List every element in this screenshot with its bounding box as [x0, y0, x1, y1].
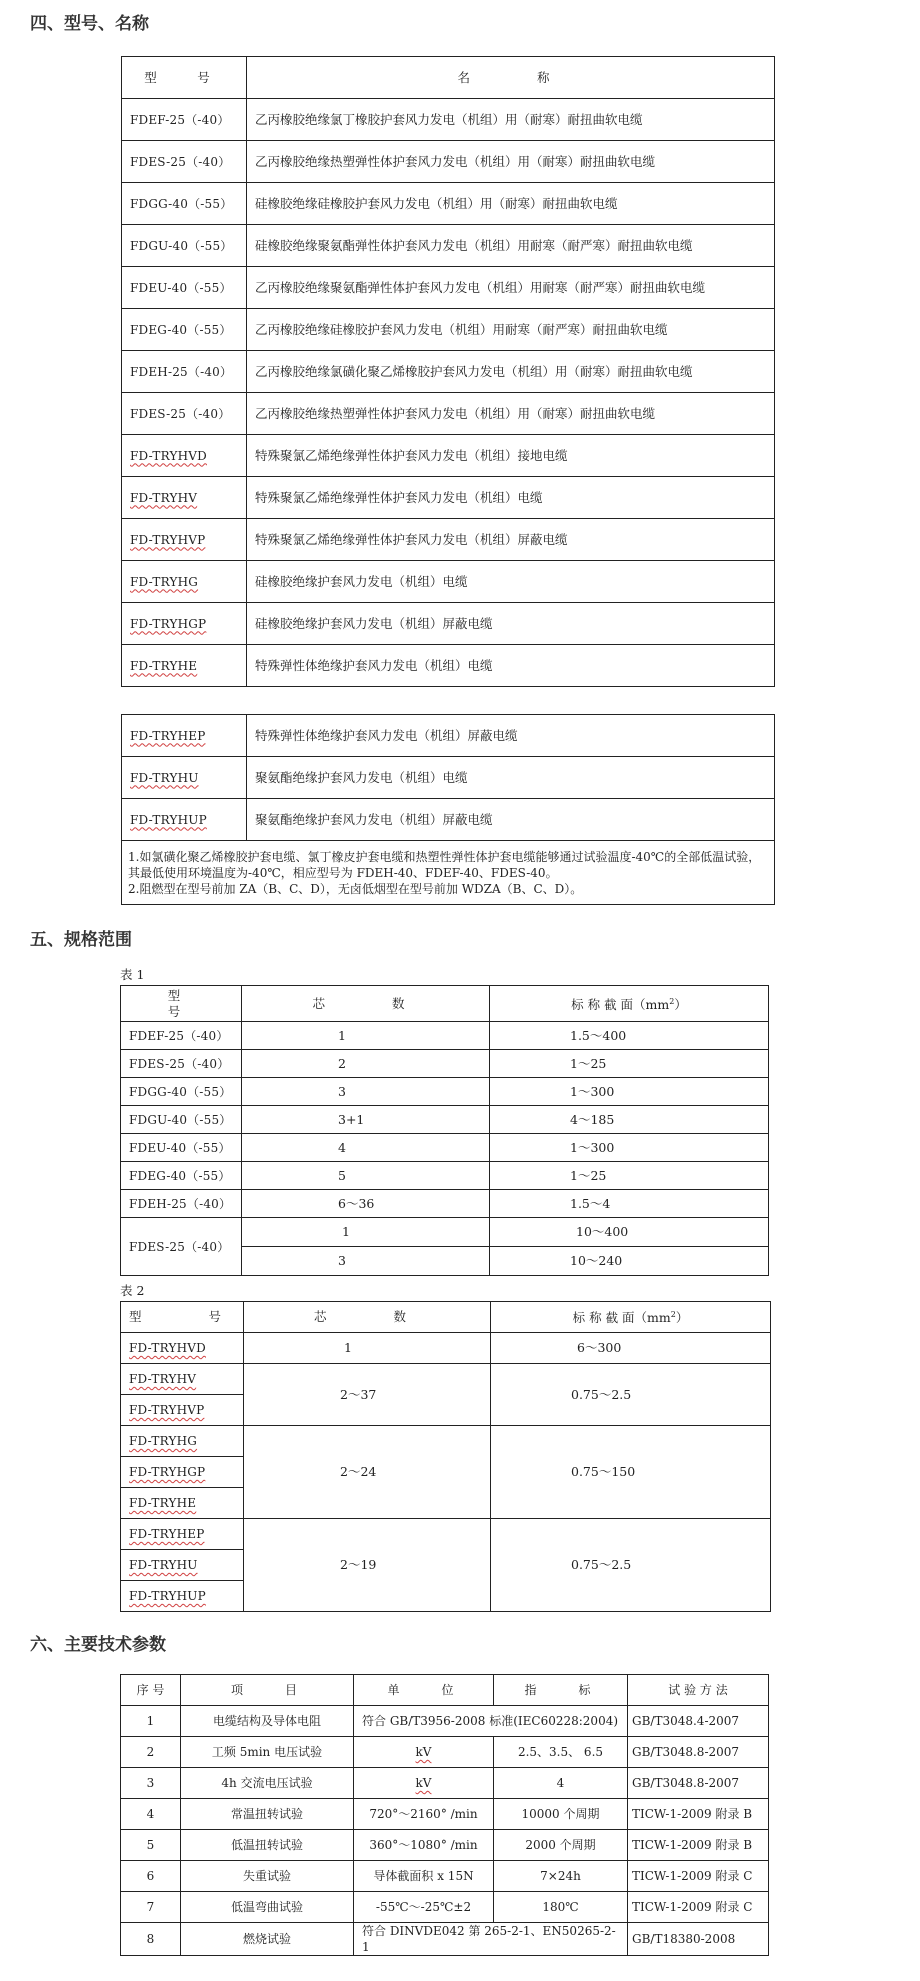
row-item: 低温扭转试验	[181, 1830, 354, 1861]
cores-cell: 3	[242, 1078, 490, 1106]
header-name: 名 称	[247, 57, 775, 99]
model-code: FD-TRYHGP	[121, 1457, 244, 1488]
model-name: 特殊聚氯乙烯绝缘弹性体护套风力发电（机组）电缆	[247, 477, 775, 519]
table-row	[122, 519, 775, 561]
cores-cell: 3	[242, 1247, 490, 1276]
row-method: GB/T3048.4-2007	[628, 1706, 769, 1737]
model-code: FDES-25（-40）	[122, 393, 247, 435]
spec-table-1	[120, 985, 769, 1276]
row-value: 2.5、3.5、 6.5	[494, 1737, 628, 1768]
cores-cell: 1	[242, 1218, 490, 1247]
model-name: 硅橡胶绝缘护套风力发电（机组）电缆	[247, 561, 775, 603]
model-code: FDEU-40（-55）	[122, 267, 247, 309]
table1-label: 表 1	[120, 967, 145, 982]
section-cell: 1～300	[490, 1134, 769, 1162]
row-no: 8	[121, 1923, 181, 1956]
params-table	[120, 1674, 769, 1956]
row-no: 1	[121, 1706, 181, 1737]
model-code: FD-TRYHV	[121, 1364, 244, 1395]
table-header-row	[121, 1302, 771, 1333]
row-value: 7×24h	[494, 1861, 628, 1892]
header-section-text: 标 称 截 面（mm	[572, 1310, 671, 1326]
row-no: 7	[121, 1892, 181, 1923]
row-unit: kV	[354, 1737, 494, 1768]
header-section	[490, 986, 769, 1022]
section-cell: 4～185	[490, 1106, 769, 1134]
header-cores: 芯 数	[244, 1302, 491, 1333]
model-code: FD-TRYHE	[122, 645, 247, 687]
table-header-row	[122, 57, 775, 99]
table-row	[121, 1923, 769, 1956]
row-value: 2000 个周期	[494, 1830, 628, 1861]
header-cores: 芯 数	[242, 986, 490, 1022]
table-row	[121, 1706, 769, 1737]
note-1: 1.如氯磺化聚乙烯橡胶护套电缆、氯丁橡皮护套电缆和热塑性弹性体护套电缆能够通过试验温度-40℃的全部低温试验，其最低使用环境温度为-40℃，相应型号为 FDEH-40、FDEF-40、FDES-40。	[128, 849, 761, 880]
section-cell: 1～25	[490, 1162, 769, 1190]
row-value: 180℃	[494, 1892, 628, 1923]
section-cell: 10～240	[490, 1247, 769, 1276]
table-row	[121, 1078, 769, 1106]
table-row	[122, 477, 775, 519]
table-header-row	[121, 986, 769, 1022]
header-model: 型 号	[122, 57, 247, 99]
section-title-specs: 五、规格范围	[30, 930, 132, 950]
cores-cell: 2～24	[244, 1426, 491, 1519]
header-section-sup: 2	[670, 1310, 676, 1320]
header-method: 试 验 方 法	[628, 1675, 769, 1706]
header-item: 项 目	[181, 1675, 354, 1706]
table-row	[121, 1737, 769, 1768]
model-code: FD-TRYHEP	[122, 715, 247, 757]
model-code: FDEF-25（-40）	[122, 99, 247, 141]
header-no: 序 号	[121, 1675, 181, 1706]
table-row	[122, 183, 775, 225]
model-name: 聚氨酯绝缘护套风力发电（机组）电缆	[247, 757, 775, 799]
model-name: 乙丙橡胶绝缘硅橡胶护套风力发电（机组）用耐寒（耐严寒）耐扭曲软电缆	[247, 309, 775, 351]
table-row	[122, 225, 775, 267]
table-header-row	[121, 1675, 769, 1706]
table-row	[121, 1892, 769, 1923]
row-value: 4	[494, 1768, 628, 1799]
model-code: FDES-25（-40）	[121, 1050, 242, 1078]
cores-cell: 1	[244, 1333, 491, 1364]
model-name: 乙丙橡胶绝缘热塑弹性体护套风力发电（机组）用（耐寒）耐扭曲软电缆	[247, 393, 775, 435]
model-code: FD-TRYHEP	[121, 1519, 244, 1550]
model-code: FDGG-40（-55）	[122, 183, 247, 225]
section-cell: 1～25	[490, 1050, 769, 1078]
row-method: GB/T3048.8-2007	[628, 1737, 769, 1768]
table-row	[121, 1830, 769, 1861]
row-item: 低温弯曲试验	[181, 1892, 354, 1923]
table-row	[121, 1519, 771, 1550]
row-item: 电缆结构及导体电阻	[181, 1706, 354, 1737]
header-section-sup: 2	[669, 996, 675, 1006]
row-method: TICW-1-2009 附录 C	[628, 1892, 769, 1923]
cores-cell: 2	[242, 1050, 490, 1078]
table-row	[121, 1426, 771, 1457]
model-code: FDEG-40（-55）	[122, 309, 247, 351]
model-name: 乙丙橡胶绝缘氯丁橡胶护套风力发电（机组）用（耐寒）耐扭曲软电缆	[247, 99, 775, 141]
cores-cell: 6～36	[242, 1190, 490, 1218]
header-model: 型 号	[121, 1302, 244, 1333]
table-row	[122, 603, 775, 645]
section-cell: 0.75～2.5	[491, 1519, 771, 1612]
section-cell: 1.5～4	[490, 1190, 769, 1218]
notes-cell	[122, 841, 775, 905]
table-row	[121, 1861, 769, 1892]
row-method: TICW-1-2009 附录 B	[628, 1799, 769, 1830]
row-method: TICW-1-2009 附录 B	[628, 1830, 769, 1861]
model-code: FDEF-25（-40）	[121, 1022, 242, 1050]
row-method: GB/T3048.8-2007	[628, 1768, 769, 1799]
model-code: FD-TRYHG	[122, 561, 247, 603]
row-no: 6	[121, 1861, 181, 1892]
section-title-params: 六、主要技术参数	[30, 1635, 166, 1655]
model-code: FD-TRYHVD	[122, 435, 247, 477]
model-code: FD-TRYHV	[122, 477, 247, 519]
table2-label: 表 2	[120, 1283, 145, 1298]
row-item: 燃烧试验	[181, 1923, 354, 1956]
row-no: 3	[121, 1768, 181, 1799]
row-no: 5	[121, 1830, 181, 1861]
table-row	[122, 393, 775, 435]
header-unit: 单 位	[354, 1675, 494, 1706]
model-code: FDGU-40（-55）	[121, 1106, 242, 1134]
row-item: 工频 5min 电压试验	[181, 1737, 354, 1768]
row-unit: -55℃～-25℃±2	[354, 1892, 494, 1923]
table-row	[121, 1022, 769, 1050]
section-cell: 6～300	[491, 1333, 771, 1364]
table-row	[121, 1134, 769, 1162]
table-row	[122, 309, 775, 351]
models-table-continued	[121, 714, 775, 905]
model-code: FDEG-40（-55）	[121, 1162, 242, 1190]
model-name: 乙丙橡胶绝缘聚氨酯弹性体护套风力发电（机组）用耐寒（耐严寒）耐扭曲软电缆	[247, 267, 775, 309]
model-code: FD-TRYHGP	[122, 603, 247, 645]
row-method: GB/T18380-2008	[628, 1923, 769, 1956]
spec-table-2	[120, 1301, 771, 1612]
cores-cell: 5	[242, 1162, 490, 1190]
row-item: 失重试验	[181, 1861, 354, 1892]
table-row	[121, 1218, 769, 1247]
model-code: FDEH-25（-40）	[121, 1190, 242, 1218]
model-code: FDGG-40（-55）	[121, 1078, 242, 1106]
model-name: 特殊聚氯乙烯绝缘弹性体护套风力发电（机组）屏蔽电缆	[247, 519, 775, 561]
model-code: FD-TRYHE	[121, 1488, 244, 1519]
header-section-end: ）	[674, 997, 687, 1013]
model-code: FDGU-40（-55）	[122, 225, 247, 267]
table-row	[122, 757, 775, 799]
model-code: FDEH-25（-40）	[122, 351, 247, 393]
model-code: FD-TRYHU	[122, 757, 247, 799]
table-row	[122, 99, 775, 141]
model-name: 硅橡胶绝缘硅橡胶护套风力发电（机组）用（耐寒）耐扭曲软电缆	[247, 183, 775, 225]
row-unit-merged: 符合 GB/T3956-2008 标准(IEC60228:2004)	[354, 1706, 628, 1737]
table-row	[121, 1768, 769, 1799]
table-row	[121, 1106, 769, 1134]
table-row	[122, 435, 775, 477]
header-section	[491, 1302, 771, 1333]
notes-row	[122, 841, 775, 905]
section-cell: 10～400	[490, 1218, 769, 1247]
cores-cell: 1	[242, 1022, 490, 1050]
section-title-models: 四、型号、名称	[30, 14, 149, 34]
table-row	[121, 1050, 769, 1078]
row-unit-merged: 符合 DINVDE042 第 265-2-1、EN50265-2-1	[354, 1923, 628, 1956]
model-name: 乙丙橡胶绝缘氯磺化聚乙烯橡胶护套风力发电（机组）用（耐寒）耐扭曲软电缆	[247, 351, 775, 393]
row-unit: 导体截面积 x 15N	[354, 1861, 494, 1892]
model-code: FD-TRYHVP	[121, 1395, 244, 1426]
table-row	[122, 267, 775, 309]
table-row	[122, 351, 775, 393]
header-model: 型 号	[121, 986, 242, 1022]
table-row	[121, 1364, 771, 1395]
section-cell: 1.5～400	[490, 1022, 769, 1050]
model-code: FD-TRYHVP	[122, 519, 247, 561]
table-row	[121, 1162, 769, 1190]
row-method: TICW-1-2009 附录 C	[628, 1861, 769, 1892]
cores-cell: 4	[242, 1134, 490, 1162]
table-row	[122, 715, 775, 757]
section-cell: 0.75～2.5	[491, 1364, 771, 1426]
header-section-end: ）	[675, 1310, 689, 1326]
model-code: FDEU-40（-55）	[121, 1134, 242, 1162]
model-code: FD-TRYHG	[121, 1426, 244, 1457]
model-name: 特殊弹性体绝缘护套风力发电（机组）屏蔽电缆	[247, 715, 775, 757]
model-name: 特殊弹性体绝缘护套风力发电（机组）电缆	[247, 645, 775, 687]
row-unit: 360°～1080° /min	[354, 1830, 494, 1861]
row-unit: kV	[354, 1768, 494, 1799]
table-row	[121, 1190, 769, 1218]
row-item: 常温扭转试验	[181, 1799, 354, 1830]
header-section-text: 标 称 截 面（mm	[571, 997, 670, 1013]
model-code: FD-TRYHVD	[121, 1333, 244, 1364]
model-name: 硅橡胶绝缘护套风力发电（机组）屏蔽电缆	[247, 603, 775, 645]
section-cell: 0.75～150	[491, 1426, 771, 1519]
section-cell: 1～300	[490, 1078, 769, 1106]
cores-cell: 2～37	[244, 1364, 491, 1426]
row-unit: 720°～2160° /min	[354, 1799, 494, 1830]
model-code: FDES-25（-40）	[121, 1218, 242, 1276]
model-code: FD-TRYHUP	[121, 1581, 244, 1612]
model-name: 特殊聚氯乙烯绝缘弹性体护套风力发电（机组）接地电缆	[247, 435, 775, 477]
row-no: 2	[121, 1737, 181, 1768]
table-row	[122, 141, 775, 183]
row-item: 4h 交流电压试验	[181, 1768, 354, 1799]
header-value: 指 标	[494, 1675, 628, 1706]
models-table	[121, 56, 775, 687]
row-value: 10000 个周期	[494, 1799, 628, 1830]
table-row	[122, 645, 775, 687]
table-row	[121, 1799, 769, 1830]
model-code: FD-TRYHUP	[122, 799, 247, 841]
model-code: FDES-25（-40）	[122, 141, 247, 183]
model-name: 乙丙橡胶绝缘热塑弹性体护套风力发电（机组）用（耐寒）耐扭曲软电缆	[247, 141, 775, 183]
row-no: 4	[121, 1799, 181, 1830]
cores-cell: 2～19	[244, 1519, 491, 1612]
note-2: 2.阻燃型在型号前加 ZA（B、C、D），无卤低烟型在型号前加 WDZA（B、C、D）。	[128, 881, 583, 896]
table-row	[121, 1333, 771, 1364]
table-row	[122, 799, 775, 841]
model-name: 聚氨酯绝缘护套风力发电（机组）屏蔽电缆	[247, 799, 775, 841]
cores-cell: 3+1	[242, 1106, 490, 1134]
model-code: FD-TRYHU	[121, 1550, 244, 1581]
table-row	[122, 561, 775, 603]
model-name: 硅橡胶绝缘聚氨酯弹性体护套风力发电（机组）用耐寒（耐严寒）耐扭曲软电缆	[247, 225, 775, 267]
